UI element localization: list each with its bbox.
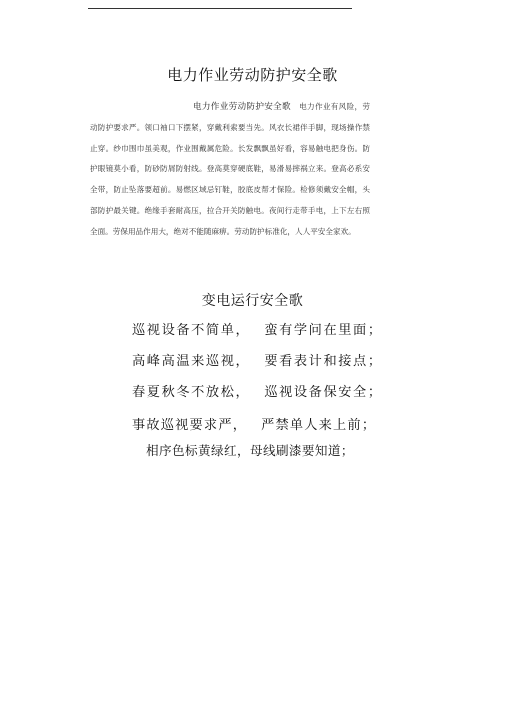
song-title: 变电运行安全歌 bbox=[201, 293, 304, 309]
header-rule bbox=[88, 8, 352, 9]
verse-line bbox=[132, 350, 383, 369]
inline-title: 电力作业劳动防护安全歌 bbox=[193, 102, 291, 112]
verse-line bbox=[132, 319, 383, 338]
verse-line bbox=[146, 440, 354, 459]
verse-line bbox=[132, 381, 383, 400]
verse-first-half: 高峰高温来巡视， bbox=[132, 354, 251, 369]
verse-first-half: 巡视设备不简单， bbox=[132, 323, 251, 338]
verse-line bbox=[132, 414, 376, 433]
verse-second-half: 母线刷漆要知道； bbox=[249, 443, 354, 458]
body-text: 电力作业有风险，劳动防护要求严。领口袖口下摆紧，穿戴利索要当先。风衣长裙伴手脚，现场操作禁止穿。纱巾围巾虽美观，作业围戴属危险。长发飘飘虽好看，容易触电把身伤。防护眼镜莫小看，防砂防屑防射线。登高莫穿硬底鞋，易滑易摔祸立来。登高必系安全带，防止坠落要超前。易燃区域忌钉鞋，胶底皮帮才保险。检修须戴安全帽，头部防护最关键。绝缘手套耐高压，拉合开关防触电。夜间行走带手电，上下左右照全面。劳保用品作用大，绝对不能随麻痹。劳动防护标准化，人人平安全家欢。 bbox=[90, 102, 370, 236]
verse-second-half: 严禁单人来上前； bbox=[261, 418, 377, 433]
document-title: 电力作业劳动防护安全歌 bbox=[167, 66, 338, 84]
verse-second-half: 蛮有学问在里面； bbox=[264, 323, 383, 338]
verse-second-half: 巡视设备保安全； bbox=[264, 385, 383, 400]
verse-second-half: 要看表计和接点； bbox=[264, 354, 383, 369]
verse-first-half: 事故巡视要求严， bbox=[132, 418, 248, 433]
body-paragraph bbox=[90, 97, 370, 243]
verse-first-half: 相序色标黄绿红， bbox=[146, 443, 250, 458]
verse-first-half: 春夏秋冬不放松， bbox=[132, 385, 251, 400]
